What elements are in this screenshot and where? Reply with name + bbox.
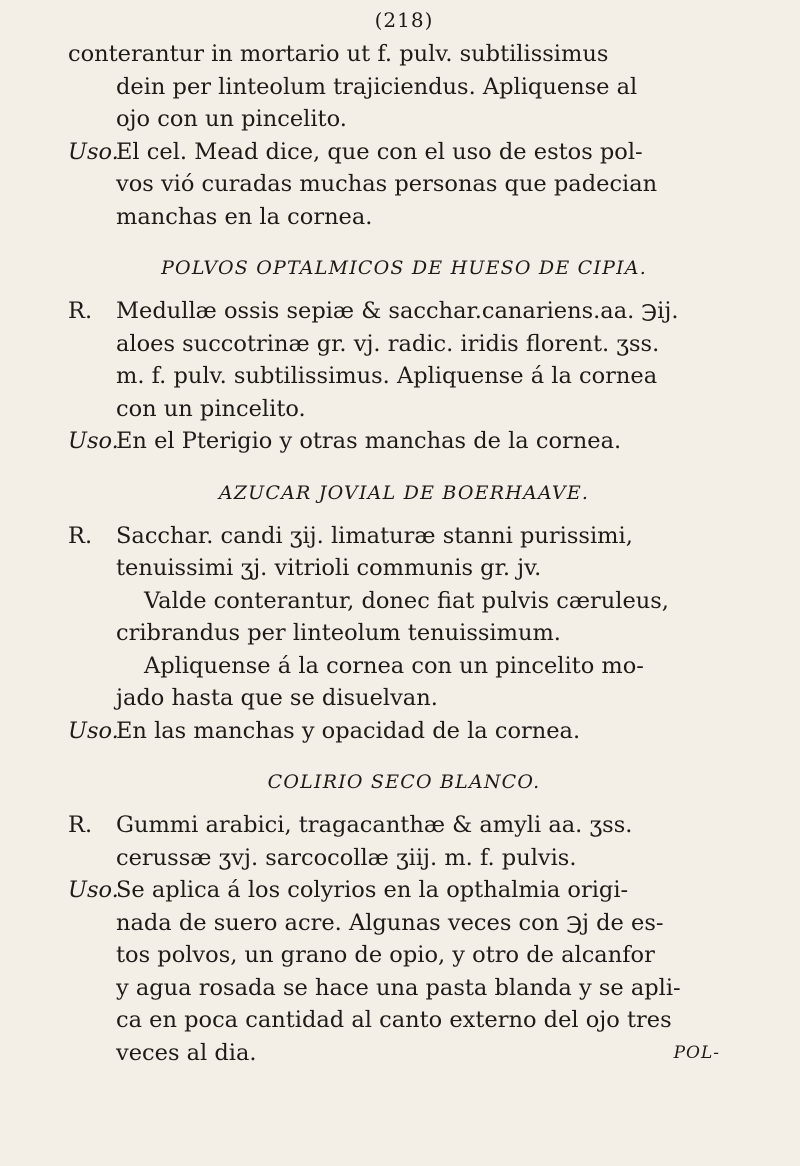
text-line: m. f. pulv. subtilissimus. Apliquense á la cornea (116, 363, 658, 389)
text-line: conterantur in mortario ut f. pulv. subtilissimus (68, 41, 609, 67)
recipe-label: R. (68, 298, 93, 324)
uso-label: Uso. (68, 717, 119, 744)
recipe-line (68, 520, 740, 553)
text-line: y agua rosada se hace una pasta blanda y se apli- (116, 974, 681, 1001)
text-line: Apliquense á la cornea con un pincelito mo- (144, 652, 644, 679)
text-line: dein per linteolum trajiciendus. Apliquense al (116, 73, 638, 100)
recipe-label: R. (68, 812, 93, 838)
text-line: En las manchas y opacidad de la cornea. (116, 717, 581, 744)
uso-line (68, 136, 740, 169)
text-line: Se aplica á los colyrios en la opthalmia origi- (116, 877, 629, 903)
recipe-line (68, 295, 740, 328)
text-line: aloes succotrinæ gr. vj. radic. iridis florent. ʒss. (116, 330, 660, 357)
catchword: POL- (673, 1042, 720, 1063)
section-heading: POLVOS OPTALMICOS DE HUESO DE CIPIA. (161, 257, 647, 279)
recipe-line (68, 809, 740, 842)
text-line: El cel. Mead dice, que con el uso de estos pol- (116, 138, 643, 165)
text-line: tos polvos, un grano de opio, y otro de alcanfor (116, 942, 655, 968)
text-line: Sacchar. candi ʒij. limaturæ stanni purissimi, (116, 522, 633, 549)
text-line: vos vió curadas muchas personas que padecian (116, 171, 658, 197)
uso-line (68, 715, 740, 748)
text-line: Valde conterantur, donec fiat pulvis cæruleus, (144, 587, 669, 614)
section-heading: AZUCAR JOVIAL DE BOERHAAVE. (218, 481, 590, 504)
uso-label: Uso. (68, 877, 119, 903)
text-line: cribrandus per linteolum tenuissimum. (116, 620, 561, 646)
page-number: (218) (374, 8, 434, 32)
uso-line (68, 874, 740, 907)
last-line (68, 1037, 740, 1070)
text-line: Medullæ ossis sepiæ & sacchar.canariens.aa. ℈ij. (116, 298, 679, 324)
text-line: jado hasta que se disuelvan. (116, 685, 438, 711)
recipe-label: R. (68, 522, 93, 549)
uso-label: Uso. (68, 138, 119, 165)
text-line: nada de suero acre. Algunas veces con ℈j de es- (116, 909, 664, 936)
text-line: cerussæ ʒvj. sarcocollæ ʒiij. m. f. pulvis. (116, 844, 577, 871)
text-line: ca en poca cantidad al canto externo del ojo tres (116, 1007, 672, 1033)
text-line: con un pincelito. (116, 395, 306, 422)
uso-line (68, 425, 740, 458)
uso-label: Uso. (68, 428, 119, 454)
text-line: veces al dia. (116, 1039, 257, 1066)
text-line: manchas en la cornea. (116, 203, 373, 230)
text-line: Gummi arabici, tragacanthæ & amyli aa. ʒss. (116, 812, 633, 838)
section-heading: COLIRIO SECO BLANCO. (267, 771, 541, 793)
text-line: ojo con un pincelito. (116, 106, 347, 132)
text-line: tenuissimi ʒj. vitrioli communis gr. jv. (116, 555, 542, 581)
text-line: En el Pterigio y otras manchas de la cornea. (116, 428, 622, 454)
